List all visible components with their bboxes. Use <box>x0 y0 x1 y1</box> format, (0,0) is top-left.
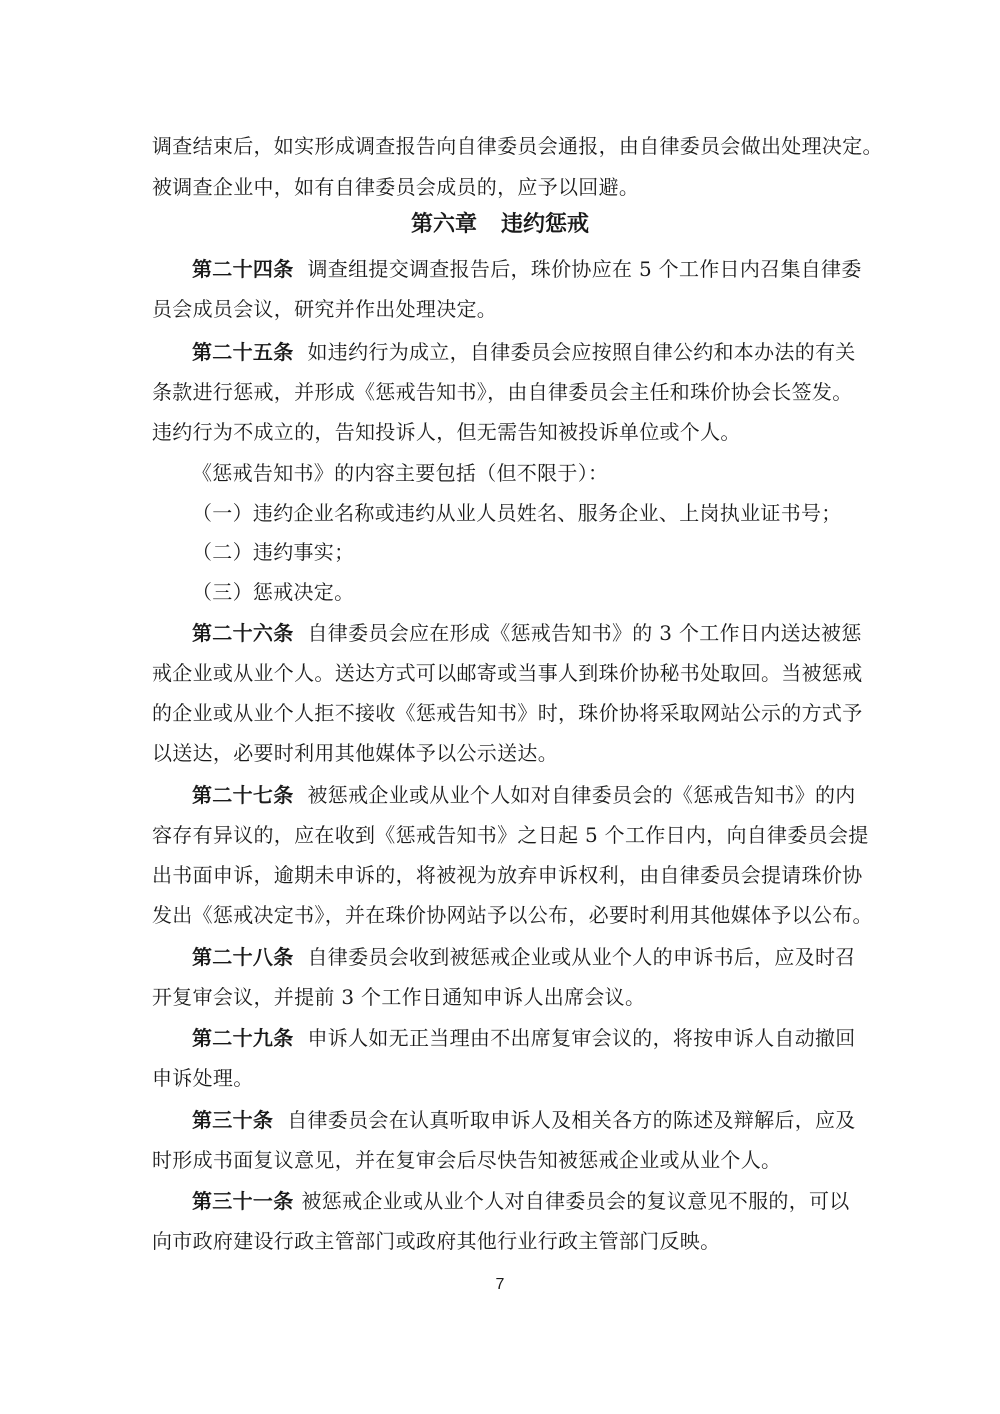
chapter-title: 违约惩戒 <box>501 212 590 237</box>
paragraph-line: 条款进行惩戒，并形成《惩戒告知书》，由自律委员会主任和珠价协会长签发。 <box>152 380 853 404</box>
article-text: 自律委员会在认真听取申诉人及相关各方的陈述及辩解后，应及 <box>287 1108 856 1132</box>
paragraph-line: 容存有异议的，应在收到《惩戒告知书》之日起 5 个工作日内，向自律委员会提 <box>152 823 869 847</box>
article-label: 第二十九条 <box>192 1026 294 1050</box>
article-label: 第二十六条 <box>192 621 294 645</box>
paragraph-line: 被调查企业中，如有自律委员会成员的，应予以回避。 <box>152 175 640 199</box>
list-item: （一）违约企业名称或违约从业人员姓名、服务企业、上岗执业证书号； <box>192 501 842 525</box>
article-text: 被惩戒企业或从业个人对自律委员会的复议意见不服的，可以 <box>301 1189 850 1213</box>
paragraph-line: 向市政府建设行政主管部门或政府其他行业行政主管部门反映。 <box>152 1229 721 1253</box>
article-text: 调查组提交调查报告后，珠价协应在 5 个工作日内召集自律委 <box>307 257 862 281</box>
paragraph-line: 发出《惩戒决定书》，并在珠价协网站予以公布，必要时利用其他媒体予以公布。 <box>152 903 873 927</box>
article-29 <box>192 1024 856 1052</box>
article-label: 第三十一条 <box>192 1189 294 1213</box>
list-item: （二）违约事实； <box>192 540 355 564</box>
list-item: （三）惩戒决定。 <box>192 580 355 604</box>
article-30 <box>192 1106 856 1134</box>
article-27 <box>192 781 856 809</box>
article-26 <box>192 619 862 647</box>
paragraph-line: 违约行为不成立的，告知投诉人，但无需告知被投诉单位或个人。 <box>152 420 741 444</box>
article-label: 第二十五条 <box>192 340 294 364</box>
paragraph-line: 员会成员会议，研究并作出处理决定。 <box>152 297 498 321</box>
paragraph-line: 出书面申诉，逾期未申诉的，将被视为放弃申诉权利，由自律委员会提请珠价协 <box>152 863 863 887</box>
chapter-heading <box>0 210 1000 240</box>
article-label: 第二十七条 <box>192 783 294 807</box>
article-31 <box>192 1187 852 1215</box>
article-text: 自律委员会应在形成《惩戒告知书》的 3 个工作日内送达被惩 <box>307 621 862 645</box>
article-24 <box>192 255 862 283</box>
notice-intro: 《惩戒告知书》的内容主要包括（但不限于）： <box>192 461 609 485</box>
article-text: 申诉人如无正当理由不出席复审会议的，将按申诉人自动撤回 <box>307 1026 856 1050</box>
article-text: 自律委员会收到被惩戒企业或从业个人的申诉书后，应及时召 <box>307 945 856 969</box>
page-number: 7 <box>495 1276 505 1293</box>
article-label: 第二十四条 <box>192 257 294 281</box>
article-25 <box>192 338 856 366</box>
paragraph-line: 以送达，必要时利用其他媒体予以公示送达。 <box>152 741 558 765</box>
paragraph-line: 的企业或从业个人拒不接收《惩戒告知书》时，珠价协将采取网站公示的方式予 <box>152 701 863 725</box>
paragraph-line: 戒企业或从业个人。送达方式可以邮寄或当事人到珠价协秘书处取回。当被惩戒 <box>152 661 863 685</box>
paragraph-line: 开复审会议，并提前 3 个工作日通知申诉人出席会议。 <box>152 985 646 1009</box>
chapter-number: 第六章 <box>410 212 477 237</box>
paragraph-line: 时形成书面复议意见，并在复审会后尽快告知被惩戒企业或从业个人。 <box>152 1148 782 1172</box>
article-text: 被惩戒企业或从业个人如对自律委员会的《惩戒告知书》的内 <box>307 783 856 807</box>
article-28 <box>192 943 856 971</box>
article-label: 第二十八条 <box>192 945 294 969</box>
paragraph-line: 申诉处理。 <box>152 1066 254 1090</box>
paragraph-line: 调查结束后，如实形成调查报告向自律委员会通报，由自律委员会做出处理决定。 <box>152 134 883 158</box>
article-text: 如违约行为成立，自律委员会应按照自律公约和本办法的有关 <box>307 340 856 364</box>
article-label: 第三十条 <box>192 1108 274 1132</box>
